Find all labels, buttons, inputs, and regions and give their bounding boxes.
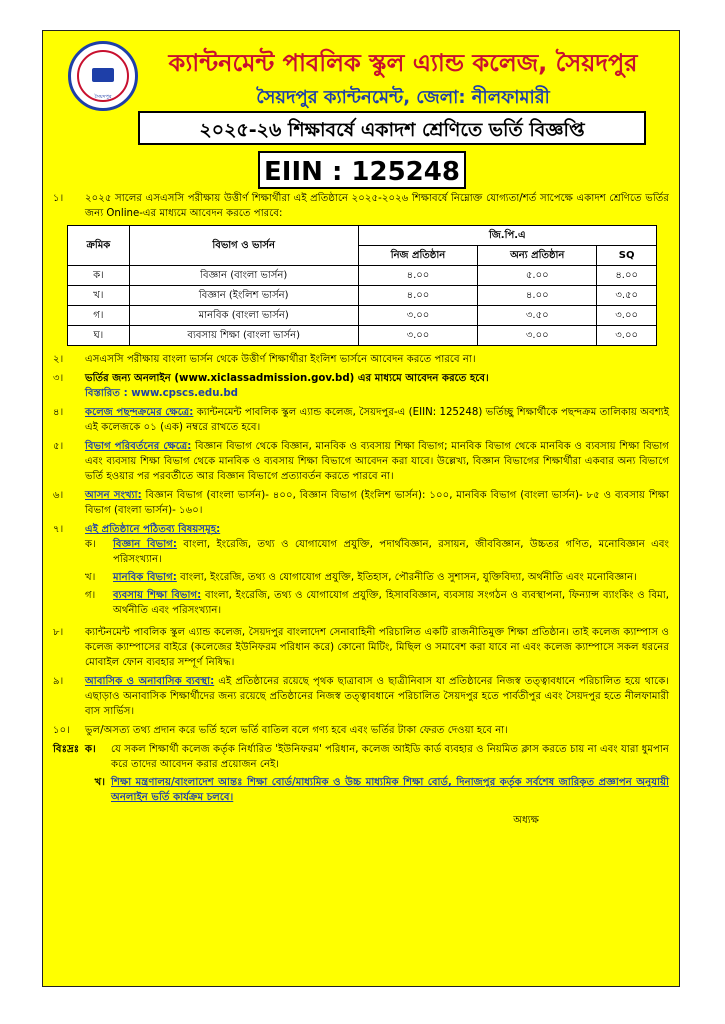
item-7: [53, 522, 669, 621]
cell-own: ৩.০০: [358, 306, 478, 326]
cell-group: বিজ্ঞান (ইংলিশ ভার্সন): [129, 286, 358, 306]
item-4: [53, 405, 669, 435]
col-group: বিভাগ ও ভার্সন: [129, 226, 358, 266]
table-row: [68, 326, 657, 346]
col-sq: SQ: [597, 246, 657, 266]
item-number: ২।: [53, 354, 64, 365]
sub-heading: ব্যবসায় শিক্ষা বিভাগ:: [113, 590, 202, 601]
item-text: ২০২৫ সালের এসএসসি পরীক্ষায় উত্তীর্ণ শিক্ষার্থীরা এই প্রতিষ্ঠানে ২০২৫-২০২৬ শিক্ষাবর্ষে নিম্নোক্ত যোগ্যতা/শর্ত সাপেক্ষে একাদশ শ্রেণিতে ভর্তির জন্য Online-এর মাধ্যমে আবেদন করতে পারবে:: [85, 193, 669, 219]
sub-text: বাংলা, ইংরেজি, তথ্য ও যোগাযোগ প্রযুক্তি, ইতিহাস, পৌরনীতি ও সুশাসন, যুক্তিবিদ্যা, অর্থনীতি এবং মনোবিজ্ঞান।: [180, 572, 637, 583]
website-link[interactable]: বিস্তারিত : www.cpscs.edu.bd: [85, 388, 238, 399]
cell-sq: ৩.০০: [597, 326, 657, 346]
notice-body: [53, 191, 669, 828]
cell-other: ৪.০০: [478, 286, 597, 306]
college-location: সৈয়দপুর ক্যান্টনমেন্ট, জেলা: নীলফামারী: [256, 87, 550, 108]
item-number: ৪।: [53, 407, 64, 418]
cell-own: ৩.০০: [358, 326, 478, 346]
cell-sq: ৩.০০: [597, 306, 657, 326]
subject-group: [85, 537, 669, 567]
item-heading: কলেজ পছন্দক্রমের ক্ষেত্রে:: [85, 407, 194, 418]
note-number: খ।: [94, 777, 105, 788]
cell-other: ৩.৫০: [478, 306, 597, 326]
cell-other: ৫.০০: [478, 266, 597, 286]
item-10: [53, 723, 669, 738]
cell-sq: ৩.৫০: [597, 286, 657, 306]
item-number: ৮।: [53, 627, 64, 638]
item-number: ১।: [53, 193, 64, 204]
sub-heading: বিজ্ঞান বিভাগ:: [113, 539, 177, 550]
logo-text: সৈয়দপুর: [94, 94, 112, 100]
sub-text: বাংলা, ইংরেজি, তথ্য ও যোগাযোগ প্রযুক্তি, পদার্থবিজ্ঞান, রসায়ন, জীববিজ্ঞান, উচ্চতর গণিত, মনোবিজ্ঞান এবং পরিসংখ্যান।: [113, 539, 669, 565]
col-gpa: জি.পি.এ: [358, 226, 656, 246]
note-text: যে সকল শিক্ষার্থী কলেজ কর্তৃক নির্ধারিত 'ইউনিফরম' পরিধান, কলেজ আইডি কার্ড ব্যবহার ও নিয়মিত ক্লাস করতে চায় না এবং যারা ধুমপান করে তাদের আবেদন করার প্রয়োজন নেই।: [111, 744, 669, 770]
note-text: শিক্ষা মন্ত্রণালয়/বাংলাদেশ আন্তঃ শিক্ষা বোর্ড/মাধ্যমিক ও উচ্চ মাধ্যমিক শিক্ষা বোর্ড, দিনাজপুর কর্তৃক সর্বশেষ জারিকৃত প্রজ্ঞাপন অনুযায়ী অনলাইন ভর্তি কার্যক্রম চলবে।: [111, 777, 669, 803]
item-heading: আসন সংখ্যা:: [85, 490, 142, 501]
item-number: ৯।: [53, 676, 64, 687]
college-logo: [68, 41, 138, 111]
sub-number: গ।: [85, 590, 96, 601]
sub-number: খ।: [85, 572, 96, 583]
cell-group: মানবিক (বাংলা ভার্সন): [129, 306, 358, 326]
item-5: [53, 439, 669, 484]
table-row: [68, 266, 657, 286]
cell-group: ব্যবসায় শিক্ষা (বাংলা ভার্সন): [129, 326, 358, 346]
subject-group: [85, 588, 669, 618]
signature: অধ্যক্ষ: [513, 815, 539, 826]
subject-group: [85, 570, 669, 585]
col-serial: ক্রমিক: [68, 226, 130, 266]
table-row: [68, 306, 657, 326]
item-number: ৬।: [53, 490, 64, 501]
item-number: ১০।: [53, 725, 70, 736]
gpa-table: [67, 225, 657, 346]
note-b: [53, 775, 669, 805]
item-8: [53, 625, 669, 670]
item-heading: বিভাগ পরিবর্তনের ক্ষেত্রে:: [85, 441, 192, 452]
item-text: ভুল/অসত্য তথ্য প্রদান করে ভর্তি হলে ভর্তি বাতিল বলে গণ্য হবে এবং ভর্তির টাকা ফেরত দেওয়া হবে না।: [85, 725, 508, 736]
item-text: বিজ্ঞান বিভাগ থেকে বিজ্ঞান, মানবিক ও ব্যবসায় শিক্ষা বিভাগ; মানবিক বিভাগ থেকে মানবিক ও ব্যবসায় শিক্ষা বিভাগ এবং ব্যবসায় শিক্ষা বিভাগ থেকে মানবিক ও ব্যবসায় শিক্ষা বিভাগে আবেদন করা যাবে। উল্লেখ্য, বিজ্ঞান বিভাগের শিক্ষার্থীরা একবার অন্য বিভাগে ভর্তি হওয়ার পর পরবর্তীতে আর বিজ্ঞান বিভাগে প্রত্যাবর্তন করতে পারবে না।: [85, 441, 669, 482]
note-number: ক।: [85, 744, 96, 755]
item-text: এসএসসি পরীক্ষায় বাংলা ভার্সন থেকে উত্তীর্ণ শিক্ষার্থীরা ইংলিশ ভার্সনে আবেদন করতে পারবে না।: [85, 354, 476, 365]
sub-number: ক।: [85, 539, 96, 550]
cell-serial: খ।: [68, 286, 130, 306]
item-number: ৭।: [53, 524, 64, 535]
item-text: বিজ্ঞান বিভাগ (বাংলা ভার্সন)- ৪০০, বিজ্ঞান বিভাগ (ইংলিশ ভার্সন): ১০০, মানবিক বিভাগ (বাংলা ভার্সন)- ৮৫ ও ব্যবসায় শিক্ষা বিভাগ (বাংলা ভার্সন)- ১৬০।: [85, 490, 669, 516]
note-a: [53, 742, 669, 772]
book-icon: [92, 68, 114, 82]
item-9: [53, 674, 669, 719]
item-6: [53, 488, 669, 518]
item-number: ৩।: [53, 373, 64, 384]
sub-heading: মানবিক বিভাগ:: [113, 572, 177, 583]
cell-serial: ঘ।: [68, 326, 130, 346]
col-other: অন্য প্রতিষ্ঠান: [478, 246, 597, 266]
note-label: বিঃদ্রঃ: [53, 744, 80, 755]
item-3: [53, 371, 669, 401]
sub-text: বাংলা, ইংরেজি, তথ্য ও যোগাযোগ প্রযুক্তি, হিসাববিজ্ঞান, ব্যবসায় সংগঠন ও ব্যবস্থাপনা, ফিন্যান্স ব্যাংকিং ও বিমা, অর্থনীতি এবং পরিসংখ্যান।: [113, 590, 669, 616]
cell-group: বিজ্ঞান (বাংলা ভার্সন): [129, 266, 358, 286]
cell-own: ৪.০০: [358, 266, 478, 286]
item-heading: এই প্রতিষ্ঠানে পঠিতব্য বিষয়সমূহ:: [85, 524, 221, 535]
item-1: [53, 191, 669, 221]
cell-serial: গ।: [68, 306, 130, 326]
notice-title: ২০২৫-২৬ শিক্ষাবর্ষে একাদশ শ্রেণিতে ভর্তি বিজ্ঞপ্তি: [138, 111, 646, 145]
cell-other: ৩.০০: [478, 326, 597, 346]
item-heading: আবাসিক ও অনাবাসিক ব্যবস্থা:: [85, 676, 215, 687]
item-number: ৫।: [53, 441, 64, 452]
cell-sq: ৪.০০: [597, 266, 657, 286]
cell-own: ৪.০০: [358, 286, 478, 306]
cell-serial: ক।: [68, 266, 130, 286]
col-own: নিজ প্রতিষ্ঠান: [358, 246, 478, 266]
online-link[interactable]: ভর্তির জন্য অনলাইন (www.xiclassadmission.gov.bd) এর মাধ্যমে আবেদন করতে হবে।: [85, 373, 489, 384]
item-text: ক্যান্টনমেন্ট পাবলিক স্কুল এ্যান্ড কলেজ, সৈয়দপুর বাংলাদেশ সেনাবাহিনী পরিচালিত একটি রাজনীতিমুক্ত শিক্ষা প্রতিষ্ঠান। তাই কলেজ ক্যাম্পাস ও কলেজ ক্যাম্পাসের বাইরে (কলেজের ইউনিফরম পরিধান করে) কোনো মিটিং, মিছিল ও সমাবেশ করা যাবে না এবং কলেজ ক্যাম্পাসে সকল ধরনের মোবাইল ফোন ব্যবহার সম্পূর্ণ নিষিদ্ধ।: [85, 627, 669, 668]
item-2: [53, 352, 669, 367]
college-name: ক্যান্টনমেন্ট পাবলিক স্কুল এ্যান্ড কলেজ, সৈয়দপুর: [168, 49, 638, 77]
item-text: ক্যান্টনমেন্ট পাবলিক স্কুল এ্যান্ড কলেজ, সৈয়দপুর-এ (EIIN: 125248) ভর্তিচ্ছু শিক্ষার্থীকে পছন্দক্রম তালিকায় অবশ্যই এই কলেজকে ০১ (এক) নম্বরে রাখতে হবে।: [85, 407, 669, 433]
eiin-badge: EIIN : 125248: [258, 151, 466, 189]
table-row: [68, 286, 657, 306]
item-text: এই প্রতিষ্ঠানের রয়েছে পৃথক ছাত্রাবাস ও ছাত্রীনিবাস যা প্রতিষ্ঠানের নিজস্ব তত্ত্বাবধানে পরিচালিত হয়ে থাকে। এছাড়াও অনাবাসিক শিক্ষার্থীদের জন্য রয়েছে প্রতিষ্ঠানের নিজস্ব তত্ত্বাবধানে পরিচালিত সৈয়দপুর হতে পার্বতীপুর এবং সৈয়দপুর হতে নীলফামারী বাস সার্ভিস।: [85, 676, 669, 717]
notice-page: [42, 30, 680, 987]
